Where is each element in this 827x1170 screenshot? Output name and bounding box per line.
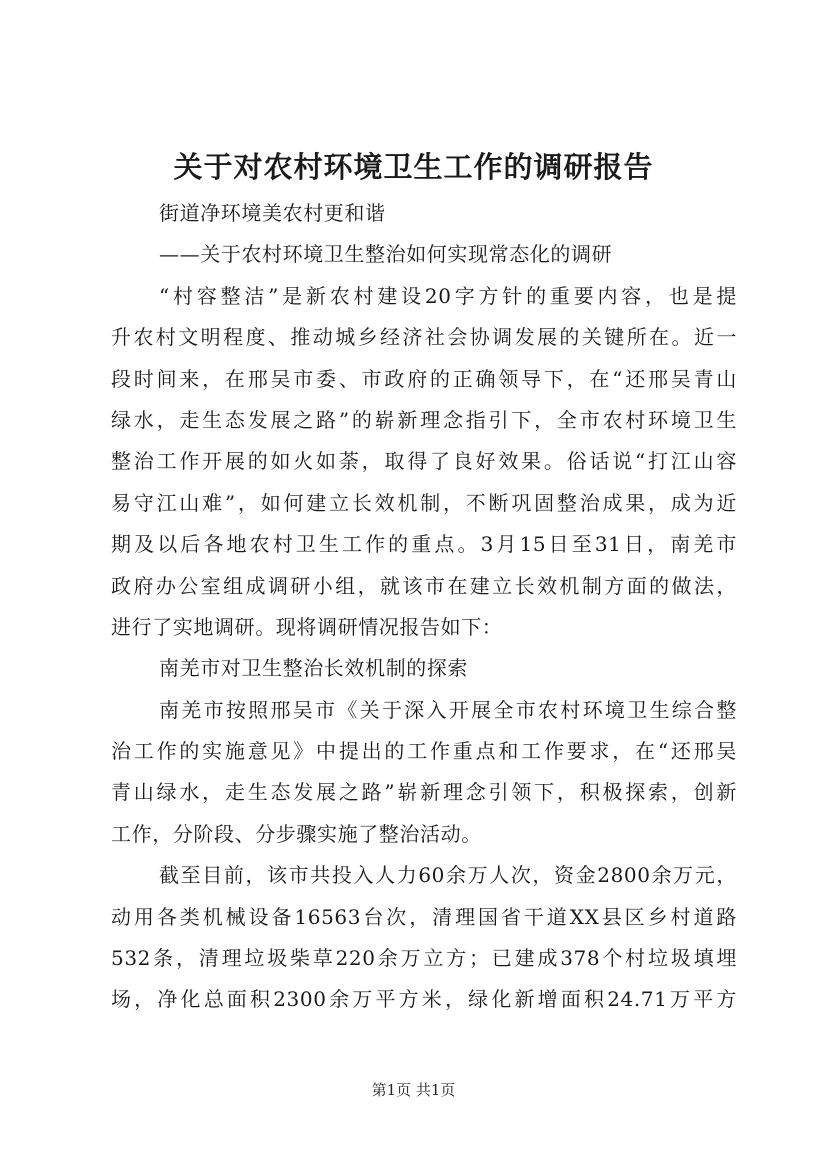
paragraph-line: 段时间来，在邢吴市委、市政府的正确领导下，在“还邢吴青山 [111,366,737,391]
paragraph-line: 治工作的实施意见》中提出的工作重点和工作要求，在“还邢吴 [111,739,737,764]
paragraph-line: 升农村文明程度、推动城乡经济社会协调发展的关键所在。近一 [111,325,737,350]
page-number-footer: 第1页 共1页 [371,1081,456,1099]
subtitle-line: 街道净环境美农村更和谐 [159,201,386,225]
paragraph-line: 青山绿水，走生态发展之路”崭新理念引领下，积极探索，创新 [111,780,737,805]
paragraph-line: 绿水，走生态发展之路”的崭新理念指引下，全市农村环境卫生 [111,407,737,432]
document-title: 关于对农村环境卫生工作的调研报告 [173,150,654,184]
subtitle-line: ——关于农村环境卫生整治如何实现常态化的调研 [159,242,613,267]
paragraph-line: 场，净化总面积2300余万平方米，绿化新增面积24.71万平方 [111,987,737,1012]
paragraph-line: “村容整洁”是新农村建设20字方针的重要内容，也是提 [159,283,737,308]
paragraph-line: 整治工作开展的如火如荼，取得了良好效果。俗话说“打江山容 [111,449,737,474]
paragraph-line: 易守江山难”，如何建立长效机制，不断巩固整治成果，成为近 [111,490,737,515]
paragraph-line: 动用各类机械设备16563台次，清理国省干道XX县区乡村道路 [111,904,737,929]
paragraph-line: 截至目前，该市共投入人力60余万人次，资金2800余万元， [159,863,737,888]
paragraph-line: 进行了实地调研。现将调研情况报告如下： [111,614,503,639]
paragraph-line: 政府办公室组成调研小组，就该市在建立长效机制方面的做法， [111,573,737,598]
paragraph-line: 南羌市按照邢吴市《关于深入开展全市农村环境卫生综合整 [159,697,737,722]
paragraph-line: 工作，分阶段、分步骤实施了整治活动。 [111,821,482,846]
document-body [111,193,737,1021]
paragraph-line: 期及以后各地农村卫生工作的重点。3月15日至31日，南羌市 [111,532,737,557]
section-heading: 南羌市对卫生整治长效机制的探索 [159,656,468,681]
paragraph-line: 532条，清理垃圾柴草220余万立方；已建成378个村垃圾填埋 [111,946,737,971]
